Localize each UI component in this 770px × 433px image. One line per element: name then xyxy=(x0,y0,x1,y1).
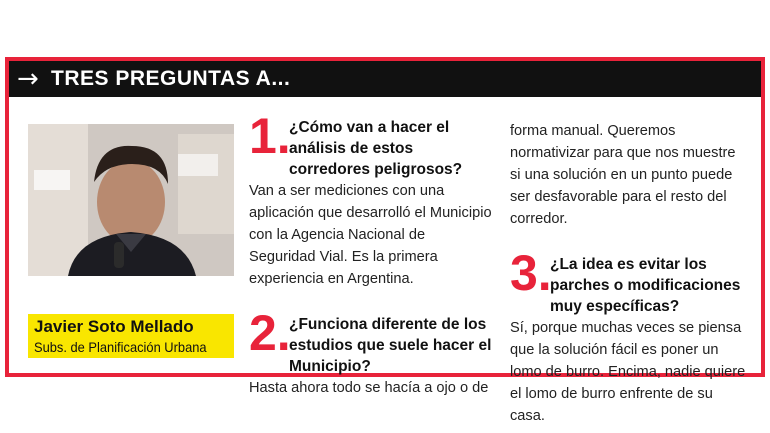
article-box xyxy=(5,57,765,424)
column-right xyxy=(510,120,750,427)
arrow-right-icon: → xyxy=(17,64,39,94)
answer-text: Sí, porque muchas veces se piensa que la solución fácil es poner un lomo de burro. Encima, nadie quiere el lomo de burro enfrente de su casa. xyxy=(510,320,746,424)
question-text: ¿Funciona diferente de los estudios que suele hacer el Municipio? xyxy=(289,316,492,375)
question-text: ¿Cómo van a hacer el análisis de estos corredores peligrosos? xyxy=(289,119,463,178)
column-middle xyxy=(249,108,494,399)
question-block-3 xyxy=(510,245,750,317)
question-text: ¿La idea es evitar los parches o modificaciones muy específicas? xyxy=(550,256,741,315)
answer-text-continued: forma manual. Queremos normativizar para que nos muestre si una solución en un punto puede ser desfavorable para el resto del corredor. xyxy=(510,123,736,227)
profile-name: Javier Soto Mellado xyxy=(34,317,194,336)
question-block-1 xyxy=(249,108,494,180)
question-number: 2. xyxy=(249,305,291,361)
question-number: 1. xyxy=(249,108,291,164)
question-number: 3. xyxy=(510,245,552,301)
answer-text: Hasta ahora todo se hacía a ojo o de xyxy=(249,380,489,396)
question-block-2 xyxy=(249,305,494,377)
section-title: TRES PREGUNTAS A... xyxy=(51,67,291,90)
profile-caption xyxy=(28,314,234,358)
portrait-photo xyxy=(28,124,234,276)
answer-text: Van a ser mediciones con una aplicación que desarrolló el Municipio con la Agencia Nacional de Seguridad Vial. Es la primera experiencia en Argentina. xyxy=(249,183,492,287)
profile-role: Subs. de Planificación Urbana xyxy=(34,339,207,355)
section-header xyxy=(9,61,761,97)
